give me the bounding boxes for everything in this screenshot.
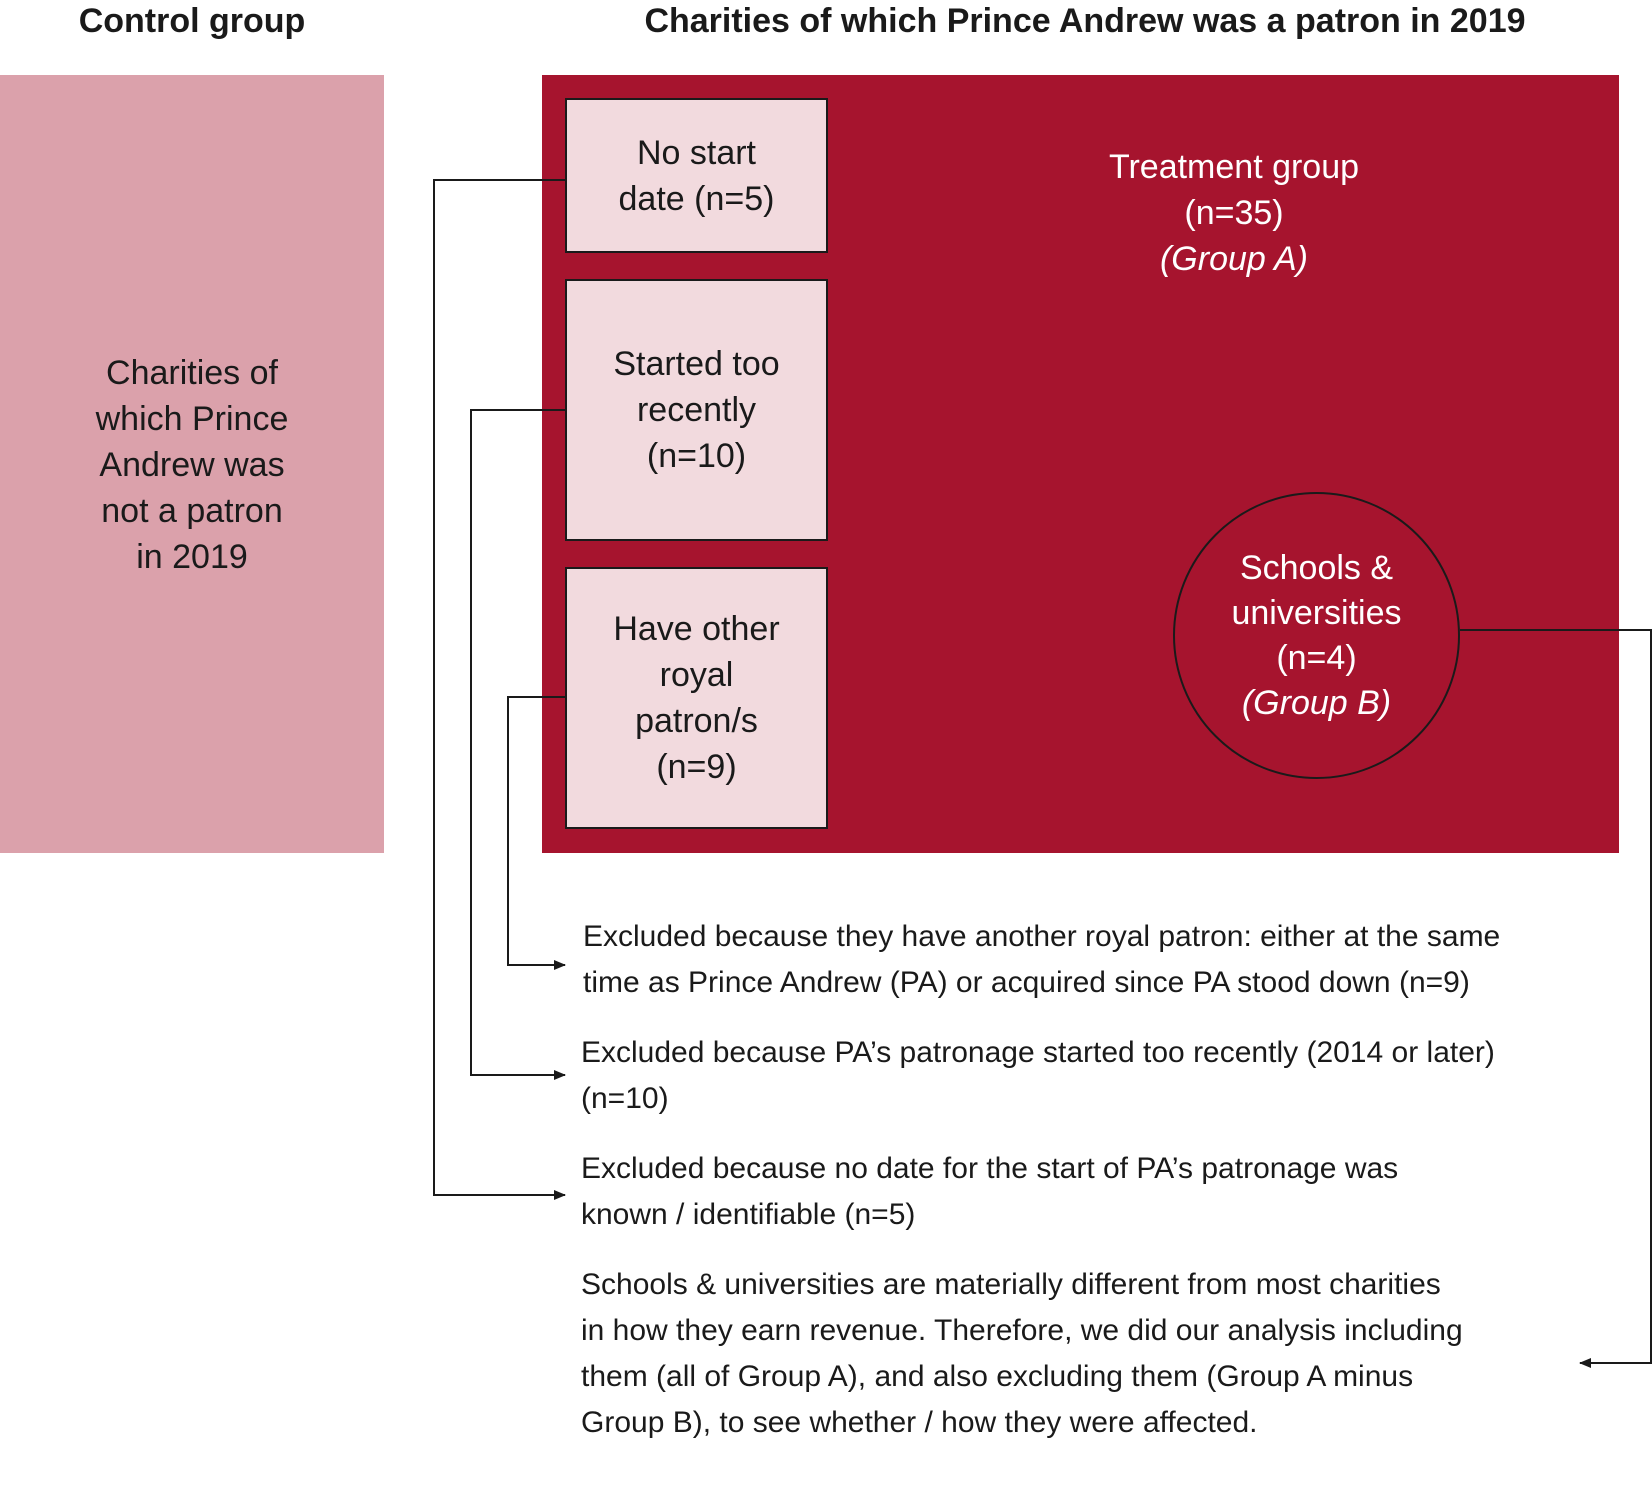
box-line: Have other: [613, 610, 780, 648]
note-line: in how they earn revenue. Therefore, we did our analysis including: [581, 1314, 1463, 1347]
control-line: not a patron: [101, 492, 283, 530]
box-line: recently: [636, 391, 757, 429]
note-line: time as Prince Andrew (PA) or acquired since PA stood down (n=9): [583, 966, 1470, 999]
note-line: Excluded because they have another royal patron: either at the same: [583, 920, 1501, 953]
patron-group-heading: Charities of which Prince Andrew was a patron in 2019: [644, 2, 1526, 40]
box-line: patron/s: [635, 702, 758, 740]
schools-line: universities: [1231, 593, 1402, 632]
no-start-date-connector: [434, 180, 565, 1195]
note-line: (n=10): [581, 1082, 669, 1115]
treatment-count: (n=35): [1184, 194, 1284, 232]
note-other-royal: [583, 914, 1613, 1006]
box-line: (n=10): [646, 437, 747, 475]
control-group-heading: Control group: [78, 2, 306, 40]
schools-count: (n=4): [1276, 638, 1357, 677]
control-line: in 2019: [136, 538, 248, 576]
treatment-title: Treatment group: [1108, 148, 1360, 186]
box-line: (n=9): [656, 748, 737, 786]
note-no-date: [581, 1146, 1611, 1238]
box-line: Started too: [613, 345, 780, 383]
treatment-group-id: (Group A): [1159, 240, 1308, 278]
control-line: Charities of: [106, 354, 278, 392]
note-schools: [581, 1262, 1581, 1446]
note-line: Excluded because no date for the start of PA’s patronage was: [581, 1152, 1399, 1185]
box-line: royal: [659, 656, 734, 694]
schools-line: Schools &: [1239, 548, 1394, 587]
note-too-recent: [581, 1030, 1611, 1122]
other-royal-connector: [508, 697, 565, 965]
too-recent-connector: [471, 410, 565, 1075]
note-line: Excluded because PA’s patronage started too recently (2014 or later): [581, 1036, 1495, 1069]
note-line: known / identifiable (n=5): [581, 1198, 916, 1231]
note-line: Schools & universities are materially different from most charities: [581, 1268, 1441, 1301]
schools-group-id: (Group B): [1241, 683, 1392, 722]
box-line: date (n=5): [618, 179, 775, 218]
note-line: them (all of Group A), and also excluding them (Group A minus: [581, 1360, 1414, 1393]
note-line: Group B), to see whether / how they were affected.: [581, 1406, 1258, 1439]
control-line: Andrew was: [99, 446, 285, 484]
box-line: No start: [636, 133, 757, 172]
control-line: which Prince: [95, 400, 289, 438]
